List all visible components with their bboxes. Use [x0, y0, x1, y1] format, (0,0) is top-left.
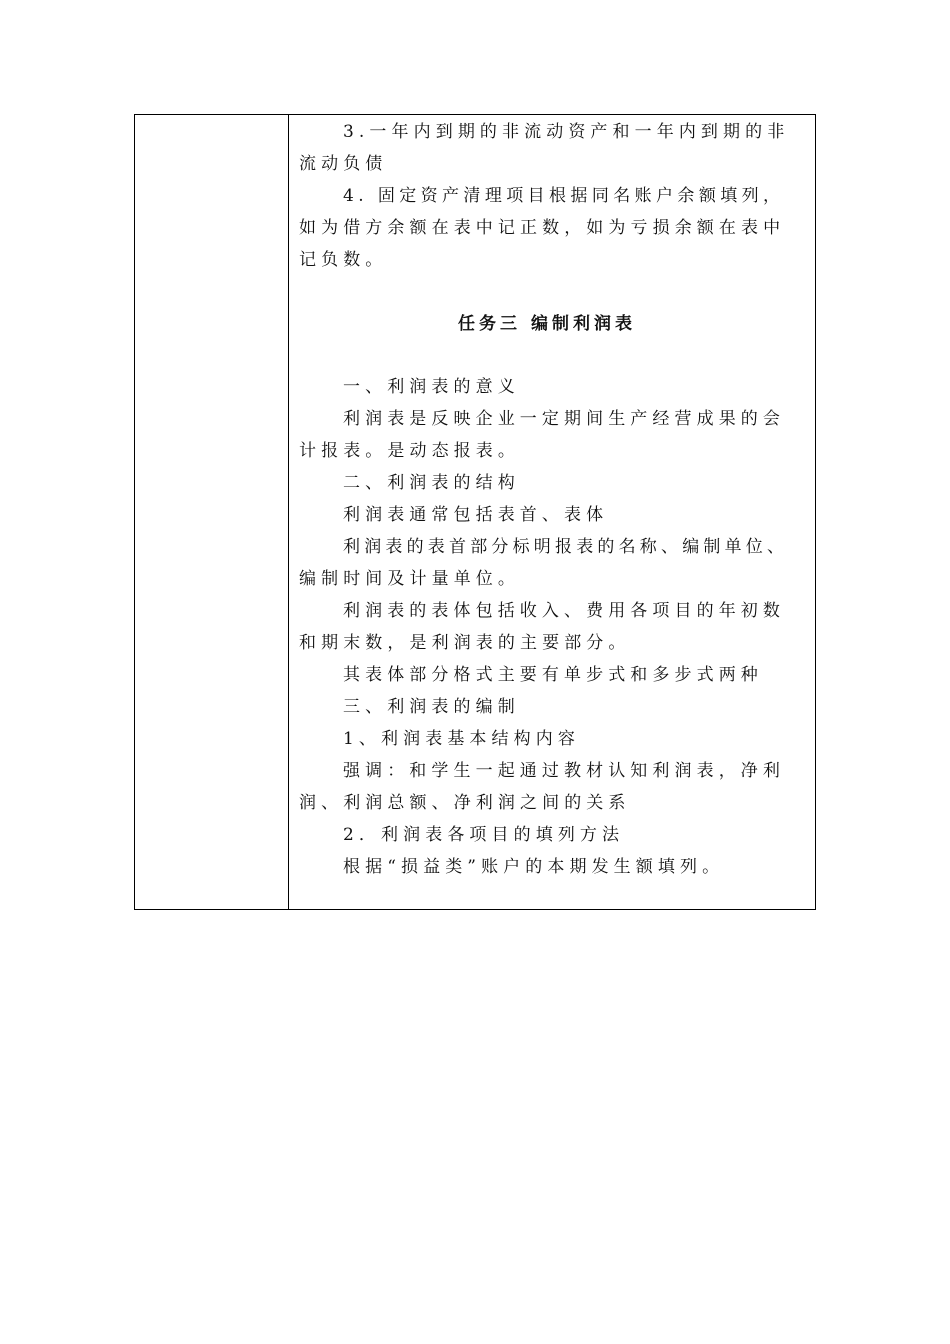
paragraph-line: 编制时间及计量单位。: [299, 569, 520, 589]
paragraph-line: 流动负债: [299, 154, 388, 174]
document-table: [134, 114, 816, 910]
paragraph-line: 和期末数，是利润表的主要部分。: [299, 633, 631, 653]
paragraph-line: 4. 固定资产清理项目根据同名账户余额填列，: [343, 186, 785, 206]
paragraph-line: 3.一年内到期的非流动资产和一年内到期的非: [343, 122, 790, 142]
paragraph-line: 记负数。: [299, 250, 388, 270]
section-heading: 任务三 编制利润表: [458, 314, 636, 334]
paragraph-line: 强调：和学生一起通过教材认知利润表，净利: [343, 761, 785, 781]
paragraph-line: 根据“损益类”账户的本期发生额填列。: [343, 857, 725, 877]
paragraph-line: 一、利润表的意义: [343, 377, 520, 397]
paragraph-line: 二、利润表的结构: [343, 473, 520, 493]
paragraph-line: 利润表的表首部分标明报表的名称、编制单位、: [343, 537, 789, 557]
paragraph-line: 利润表是反映企业一定期间生产经营成果的会: [343, 409, 785, 429]
paragraph-line: 利润表通常包括表首、表体: [343, 505, 609, 525]
table-right-cell: [289, 115, 815, 909]
paragraph-line: 三、利润表的编制: [343, 697, 520, 717]
table-left-cell: [135, 115, 289, 909]
paragraph-line: 其表体部分格式主要有单步式和多步式两种: [343, 665, 763, 685]
paragraph-line: 计报表。是动态报表。: [299, 441, 520, 461]
paragraph-line: 润、利润总额、净利润之间的关系: [299, 793, 631, 813]
paragraph-line: 2．利润表各项目的填列方法: [343, 825, 625, 845]
paragraph-line: 利润表的表体包括收入、费用各项目的年初数: [343, 601, 785, 621]
paragraph-line: 如为借方余额在表中记正数，如为亏损余额在表中: [299, 218, 786, 238]
paragraph-line: 1、利润表基本结构内容: [343, 729, 580, 749]
